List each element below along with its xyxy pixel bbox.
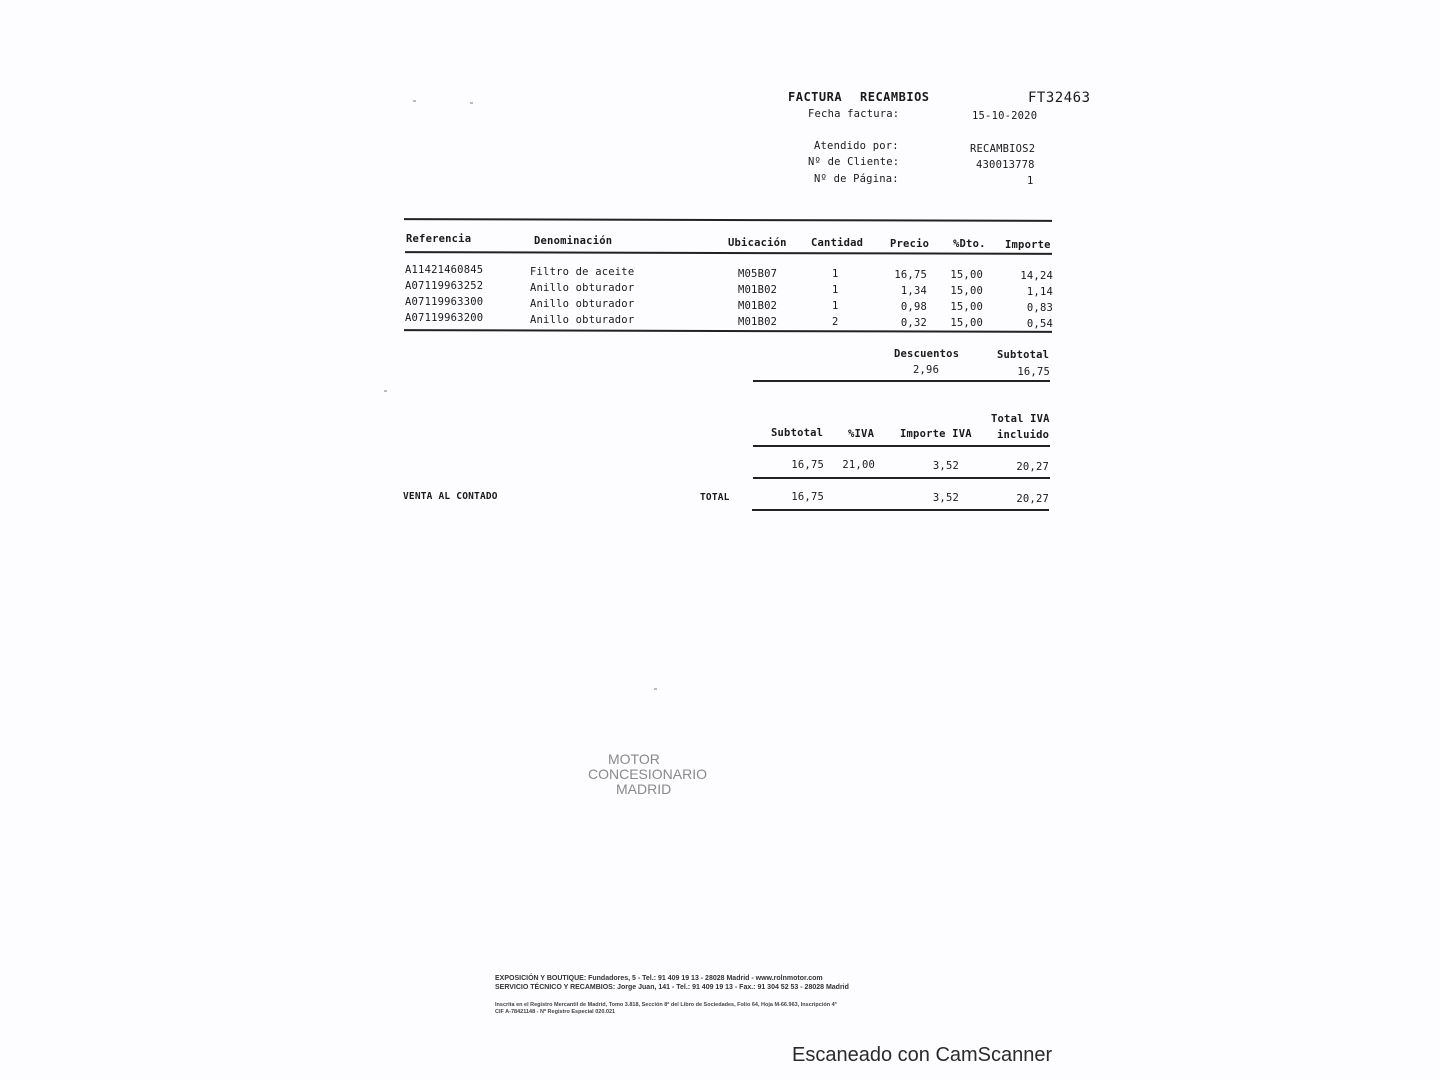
cell-precio: 1,34	[900, 285, 927, 297]
col-header-precio: Precio	[890, 238, 930, 250]
totals-rule	[752, 509, 1049, 511]
cell-ubicacion: M01B02	[738, 316, 778, 328]
cell-referencia: A11421460845	[405, 264, 484, 276]
cell-precio: 0,98	[900, 301, 927, 313]
col-header-cantidad: Cantidad	[811, 237, 864, 249]
cell-precio: 16,75	[894, 269, 927, 281]
cell-importe: 1,14	[1026, 286, 1053, 298]
tax-row-rule	[753, 477, 1050, 479]
tax-subtotal-label: Subtotal	[771, 427, 824, 439]
cell-ubicacion: M05B07	[738, 268, 778, 280]
page-number-value: 1	[1027, 175, 1034, 187]
descuentos-value: 2,96	[913, 364, 940, 376]
col-header-importe: Importe	[1005, 239, 1051, 251]
importe-iva-value: 3,52	[932, 460, 959, 472]
col-header-referencia: Referencia	[406, 233, 472, 245]
cell-dto: 15,00	[950, 301, 983, 313]
cell-importe: 14,24	[1020, 270, 1053, 282]
cell-ubicacion: M01B02	[738, 284, 778, 296]
cell-importe: 0,83	[1026, 302, 1053, 314]
discounts-rule	[753, 380, 1050, 382]
col-header-denominacion: Denominación	[534, 235, 613, 247]
cell-dto: 15,00	[950, 269, 983, 281]
attended-by-value: RECAMBIOS2	[970, 143, 1036, 155]
cell-referencia: A07119963252	[405, 280, 484, 292]
total-importe-iva: 3,52	[932, 492, 959, 504]
footer-line-3: Inscrita en el Registro Mercantil de Madrid, Tomo 3.818, Sección 8ª del Libro de Sociedades, Folio 64, Hoja M-66.963, Inscripción 4ª	[495, 1002, 837, 1008]
scanner-watermark: Escaneado con CamScanner	[792, 1044, 1053, 1066]
total-subtotal: 16,75	[791, 491, 824, 503]
cell-cantidad: 1	[832, 268, 839, 280]
cell-denominacion: Anillo obturador	[530, 298, 635, 310]
invoice-date-value: 15-10-2020	[972, 110, 1038, 122]
col-header-dto: %Dto.	[953, 238, 986, 250]
cell-dto: 15,00	[950, 317, 983, 329]
subtotal-value: 16,75	[1017, 366, 1050, 378]
cell-precio: 0,32	[900, 317, 927, 329]
total-iva-label-1: Total IVA	[991, 413, 1050, 425]
cell-referencia: A07119963200	[405, 312, 484, 324]
iva-pct-label: %IVA	[848, 428, 875, 440]
document-subtype: RECAMBIOS	[860, 90, 930, 104]
stamp-line-2: CONCESIONARIO	[588, 766, 708, 782]
importe-iva-label: Importe IVA	[900, 428, 972, 440]
col-header-ubicacion: Ubicación	[728, 237, 787, 249]
payment-method: VENTA AL CONTADO	[403, 491, 498, 502]
table-bottom-rule	[404, 329, 1052, 333]
total-label: TOTAL	[700, 492, 730, 503]
cell-denominacion: Anillo obturador	[530, 314, 635, 326]
total-amount: 20,27	[1016, 493, 1049, 505]
invoice-date-label: Fecha factura:	[808, 108, 900, 120]
page-number-label: Nº de Página:	[814, 173, 899, 185]
cell-dto: 15,00	[950, 285, 983, 297]
scan-speck	[470, 102, 473, 104]
document-type: FACTURA	[788, 90, 843, 104]
footer-line-4: CIF A-78421148 - Nº Registro Especial 020.021	[495, 1009, 616, 1015]
client-number-value: 430013778	[976, 159, 1035, 171]
dealer-stamp	[550, 752, 750, 797]
iva-pct-value: 21,00	[842, 459, 875, 471]
total-iva-label-2: incluido	[997, 429, 1050, 441]
header-bottom-rule	[405, 251, 1052, 255]
stamp-line-3: MADRID	[616, 781, 672, 797]
footer-line-1: EXPOSICIÓN Y BOUTIQUE: Fundadores, 5 - Tel.: 91 409 19 13 - 28028 Madrid - www.rolnmotor.com	[495, 975, 823, 982]
client-number-label: Nº de Cliente:	[808, 156, 900, 168]
table-top-rule	[404, 218, 1052, 222]
cell-denominacion: Anillo obturador	[530, 282, 635, 294]
cell-referencia: A07119963300	[405, 296, 484, 308]
cell-cantidad: 2	[832, 316, 839, 328]
stamp-line-1: MOTOR	[608, 751, 660, 767]
cell-importe: 0,54	[1026, 318, 1053, 330]
descuentos-label: Descuentos	[894, 348, 960, 360]
total-iva-value: 20,27	[1016, 461, 1049, 473]
scan-speck	[413, 100, 416, 102]
cell-cantidad: 1	[832, 284, 839, 296]
scan-speck	[384, 390, 387, 392]
invoice-number: FT32463	[1028, 90, 1091, 106]
tax-header-rule	[753, 445, 1050, 447]
cell-cantidad: 1	[832, 300, 839, 312]
attended-by-label: Atendido por:	[814, 140, 899, 152]
tax-subtotal-value: 16,75	[791, 459, 824, 471]
subtotal-label: Subtotal	[997, 349, 1050, 361]
cell-denominacion: Filtro de aceite	[530, 266, 635, 278]
scan-speck	[654, 688, 657, 690]
cell-ubicacion: M01B02	[738, 300, 778, 312]
footer-line-2: SERVICIO TÉCNICO Y RECAMBIOS: Jorge Juan, 141 - Tel.: 91 409 19 13 - Fax.: 91 304 52 53 - 28028 Madrid	[495, 984, 849, 991]
